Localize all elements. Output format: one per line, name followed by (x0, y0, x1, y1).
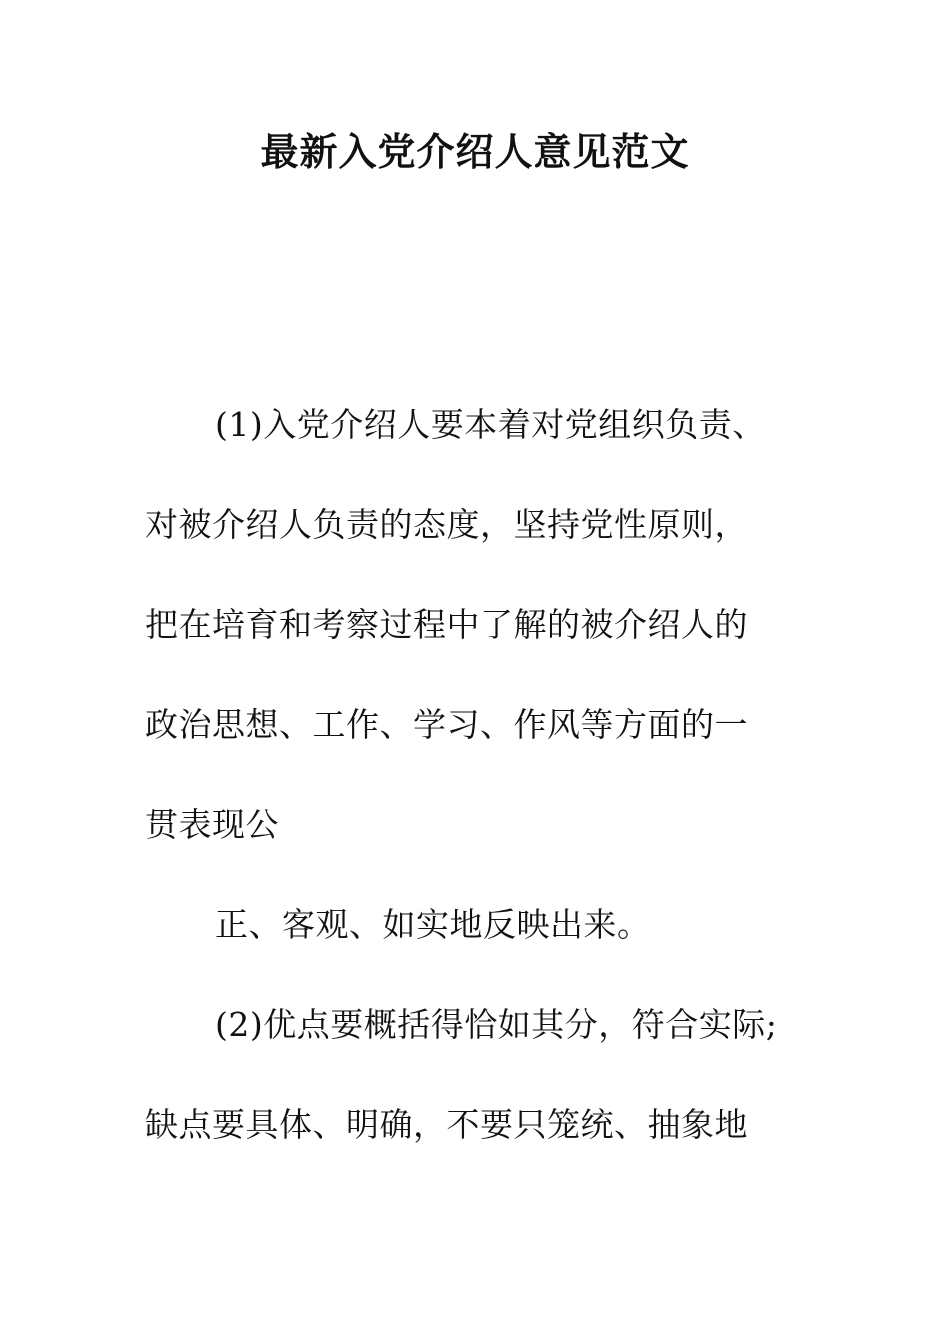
paragraph-line: 缺点要具体、明确，不要只笼统、抽象地 (145, 1105, 748, 1144)
paragraph-line: 政治思想、工作、学习、作风等方面的一 (145, 705, 748, 744)
paragraph-line: (1)入党介绍人要本着对党组织负责、 (215, 405, 766, 444)
paragraph-line: 贯表现公 (145, 805, 279, 844)
paragraph-line: 把在培育和考察过程中了解的被介绍人的 (145, 605, 748, 644)
document-title: 最新入党介绍人意见范文 (260, 130, 690, 174)
paragraph-line: 对被介绍人负责的态度，坚持党性原则， (145, 505, 748, 544)
paragraph-line: (2)优点要概括得恰如其分，符合实际; (215, 1005, 778, 1044)
paragraph-line: 正、客观、如实地反映出来。 (215, 905, 651, 944)
